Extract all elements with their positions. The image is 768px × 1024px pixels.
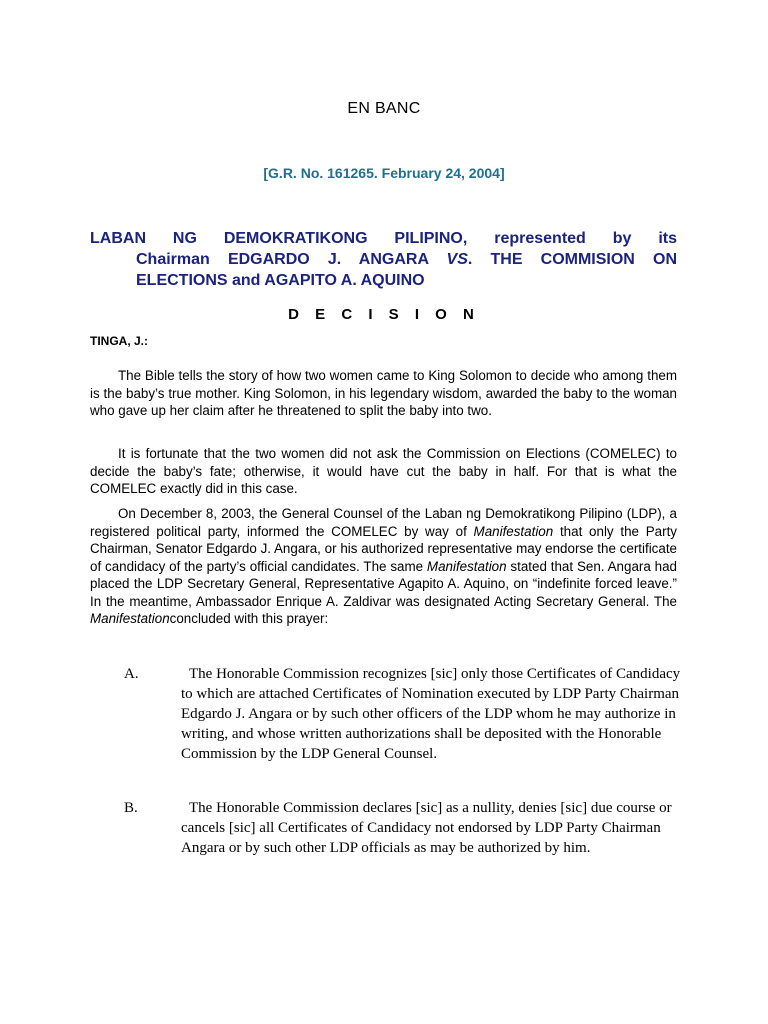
paragraph-1: The Bible tells the story of how two women came to King Solomon to decide who among them is the baby’s true mother. King Solomon, in his legendary wisdom, awarded the baby to the woman who gave up her claim after he threatened to split the baby into two. (90, 368, 677, 418)
case-title-line-1: LABAN NG DEMOKRATIKONG PILIPINO, represented by its (90, 230, 677, 247)
prayer-item-b-letter: B. (124, 800, 138, 816)
case-number: [G.R. No. 161265. February 24, 2004] (263, 165, 505, 181)
case-title (90, 228, 677, 291)
prayer-item-a (124, 664, 684, 764)
paragraph-3-text-c: stated that Sen. Angara had placed the LDP Secretary General, Representative Agapito A. Aquino, on “indefinite forced leave.” In the meantime, Ambassador Enrique A. Zaldivar was designated Acting Secretary General. The (90, 558, 677, 609)
prayer-item-a-first-line: The Honorable Commission recognizes [sic] only those Certificates of (189, 666, 613, 682)
prayer-item-b-first-line: The Honorable Commission declares [sic] as a nullity, denies [sic] due (189, 800, 613, 816)
prayer-item-b (124, 798, 684, 858)
paragraph-3-text-d: concluded with this prayer: (169, 611, 329, 626)
decision-heading: D E C I S I O N (288, 306, 480, 323)
prayer-item-b-rest: course or cancels [sic] all Certificates of Candidacy not endorsed by LDP Party Chairman Angara or by such other LDP officials as may be authorized by him. (181, 800, 672, 856)
ponente: TINGA, J.: (90, 334, 149, 348)
prayer-item-a-letter: A. (124, 666, 139, 682)
case-title-line-3: ELECTIONS and AGAPITO A. AQUINO (136, 272, 425, 289)
prayer-item-a-rest: Candidacy to which are attached Certificates of Nomination executed by LDP Party Chairman Edgardo J. Angara or by such other officers of the LDP whom he may authorize in writing, and whose written authorizations shall be deposited with the Honorable Commission by the LDP General Counsel. (181, 666, 681, 762)
paragraph-3-text-a: On December 8, 2003, the General Counsel of the Laban ng Demokratikong Pilipino (LDP), a registered political party, informed the COMELEC by way of (90, 506, 677, 539)
manifestation-ref-3: Manifestation (90, 611, 170, 626)
case-title-chairman: Chairman EDGARDO J. ANGARA (136, 251, 447, 268)
court-division: EN BANC (347, 100, 421, 117)
paragraph-3-text-b: that only the Party Chairman, Senator Edgardo J. Angara, or his authorized representative may endorse the certificate of candidacy of the party’s official candidates. The same (90, 523, 677, 574)
paragraph-2: It is fortunate that the two women did not ask the Commission on Elections (COMELEC) to decide the baby’s fate; otherwise, it would have cut the baby in half. For that is what the COMELEC exactly did in this case. (90, 446, 677, 496)
manifestation-ref-2: Manifestation (426, 558, 507, 574)
paragraph-3 (90, 505, 677, 628)
case-title-respondent: . THE COMMISION ON (467, 251, 677, 268)
case-title-line-2 (136, 249, 677, 270)
case-title-versus: VS (446, 251, 468, 268)
manifestation-ref-1: Manifestation (473, 523, 554, 539)
prayer-item-b-text (181, 798, 681, 858)
prayer-item-a-text (181, 664, 681, 764)
